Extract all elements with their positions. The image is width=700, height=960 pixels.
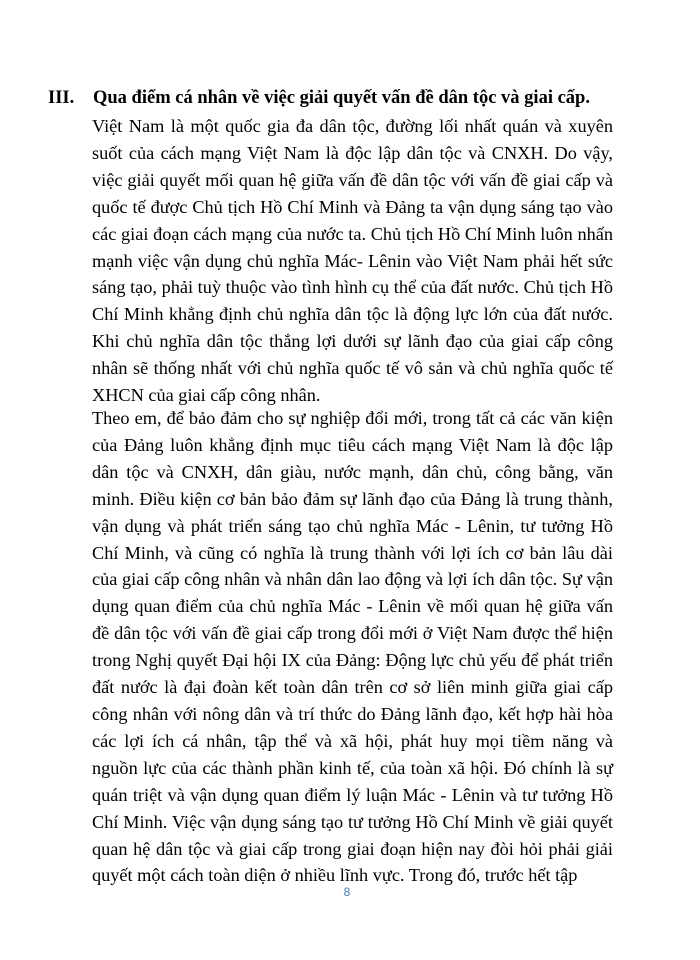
section-heading xyxy=(48,88,648,109)
section-title: Qua điểm cá nhân về việc giải quyết vấn đề dân tộc và giai cấp. xyxy=(93,88,590,108)
page-number: 8 xyxy=(343,885,351,899)
paragraph-1: Việt Nam là một quốc gia đa dân tộc, đường lối nhất quán và xuyên suốt của cách mạng Việt Nam là độc lập dân tộc và CNXH. Do vậy, việc giải quyết mối quan hệ giữa vấn đề dân tộc với vấn đề giai cấp và quốc tế được Chủ tịch Hồ Chí Minh và Đảng ta vận dụng sáng tạo vào các giai đoạn cách mạng của nước ta. Chủ tịch Hồ Chí Minh luôn nhấn mạnh việc vận dụng chủ nghĩa Mác- Lênin vào Việt Nam phải hết sức sáng tạo, phải tuỳ thuộc vào tình hình cụ thể của đất nước. Chủ tịch Hồ Chí Minh khẳng định chủ nghĩa dân tộc là động lực lớn của đất nước. Khi chủ nghĩa dân tộc thắng lợi dưới sự lãnh đạo của giai cấp công nhân sẽ thống nhất với chủ nghĩa quốc tế vô sản và chủ nghĩa quốc tế XHCN của giai cấp công nhân. xyxy=(92,116,613,406)
paragraph-2: Theo em, để bảo đảm cho sự nghiệp đổi mới, trong tất cả các văn kiện của Đảng luôn khẳng định mục tiêu cách mạng Việt Nam là độc lập dân tộc và CNXH, dân giàu, nước mạnh, dân chủ, công bằng, văn minh. Điều kiện cơ bản bảo đảm sự lãnh đạo của Đảng là trung thành, vận dụng và phát triển sáng tạo chủ nghĩa Mác - Lênin, tư tưởng Hồ Chí Minh, và cũng có nghĩa là trung thành với lợi ích cơ bản lâu dài của giai cấp công nhân và nhân dân lao động và lợi ích dân tộc. Sự vận dụng quan điểm của chủ nghĩa Mác - Lênin về mối quan hệ giữa vấn đề dân tộc với vấn đề giai cấp trong đổi mới ở Việt Nam được thể hiện trong Nghị quyết Đại hội IX của Đảng: Động lực chủ yếu để phát triển đất nước là đại đoàn kết toàn dân trên cơ sở liên minh giữa giai cấp công nhân với nông dân và trí thức do Đảng lãnh đạo, kết hợp hài hòa các lợi ích cá nhân, tập thể và xã hội, phát huy mọi tiềm năng và nguồn lực của các thành phần kinh tế, của toàn xã hội. Đó chính là sự quán triệt và vận dụng quan điểm lý luận Mác - Lênin và tư tưởng Hồ Chí Minh. Việc vận dụng sáng tạo tư tưởng Hồ Chí Minh về giải quyết quan hệ dân tộc và giai cấp trong giai đoạn hiện nay đòi hỏi phải giải quyết một cách toàn diện ở nhiều lĩnh vực. Trong đó, trước hết tập xyxy=(92,408,613,886)
section-number: III. xyxy=(48,88,75,108)
